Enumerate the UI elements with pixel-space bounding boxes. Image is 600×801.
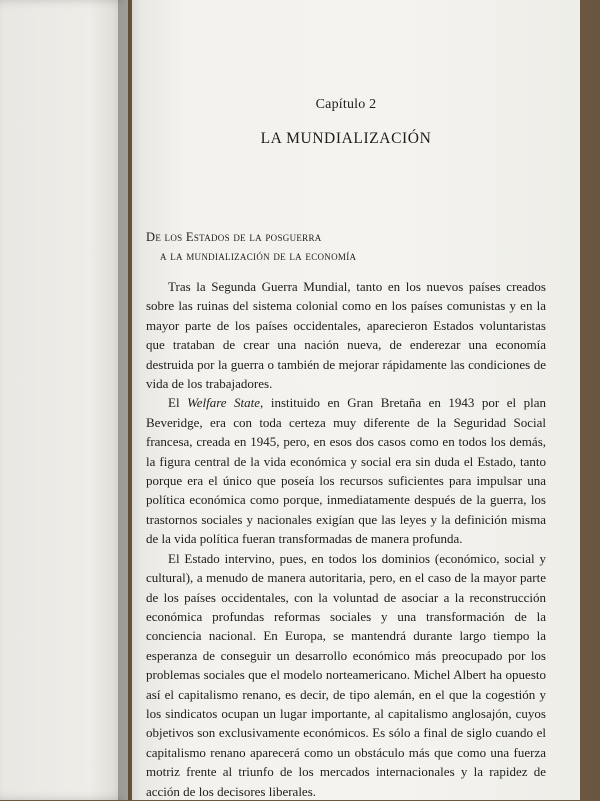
paragraph-2	[146, 393, 546, 548]
paragraph-2-intro: El	[168, 395, 180, 411]
chapter-label: Capítulo 2	[315, 97, 377, 112]
section-heading-line2: a la mundialización de la economía	[160, 249, 357, 263]
paragraph-3: El Estado intervino, pues, en todos los dominios (económico, social y cultural), a menudo de manera autoritaria, pero, en el caso de la mayor parte de los países occidentales, con la voluntad de asociar a la reconstrucción económica profundas reformas sociales y una transformación de la conciencia nacional. En Europa, se mantendrá durante largo tiempo la esperanza de conseguir un desarrollo económico más preocupado por los problemas sociales que el modelo norteamericano. Michel Albert ha opuesto así el capitalismo renano, es decir, de tipo alemán, en el que la cogestión y los sindicatos ocupan un lugar importante, al capitalismo anglosajón, cuyos objetivos son exclusivamente económicos. Es sólo a final de siglo cuando el capitalismo renano aparecerá como un obstáculo más que como una fuerza motriz frente al triunfo de los mercados internacionales y la rapidez de acción de los decisores liberales.	[146, 550, 546, 799]
paragraph-2-body: instituido en Gran Bretaña en 1943 por el plan Beveridge, era con toda certeza muy diferente de la Seguridad Social francesa, creada en 1945, pero, en esos dos casos como en todos los demás, la figura central de la vida económica y social era sin duda el Estado, tanto porque era el único que poseía los recursos suficientes para impulsar una política económica como porque, inmediatamente después de la guerra, los trastornos sociales y nacionales exigían que las leyes y la definición misma de la vida política fueran transformadas de manera profunda.	[146, 395, 547, 547]
section-heading	[146, 228, 546, 266]
chapter-title: LA MUNDIALIZACIÓN	[260, 130, 432, 147]
paragraph-1: Tras la Segunda Guerra Mundial, tanto en los nuevos países creados sobre las ruinas del sistema colonial como en los países comunistas y en la mayor parte de los países occidentales, aparecieron Estados voluntaristas que trataban de crear una nación nueva, de enderezar una economía destruida por la guerra o también de mejorar rápidamente las condiciones de vida de los trabajadores.	[146, 279, 546, 392]
page-content	[146, 0, 546, 800]
left-page	[0, 0, 128, 800]
book-gutter	[118, 0, 142, 800]
welfare-state-term: Welfare State,	[187, 395, 264, 411]
body-text	[146, 277, 546, 801]
section-heading-line1: De los Estados de la posguerra	[146, 230, 322, 244]
